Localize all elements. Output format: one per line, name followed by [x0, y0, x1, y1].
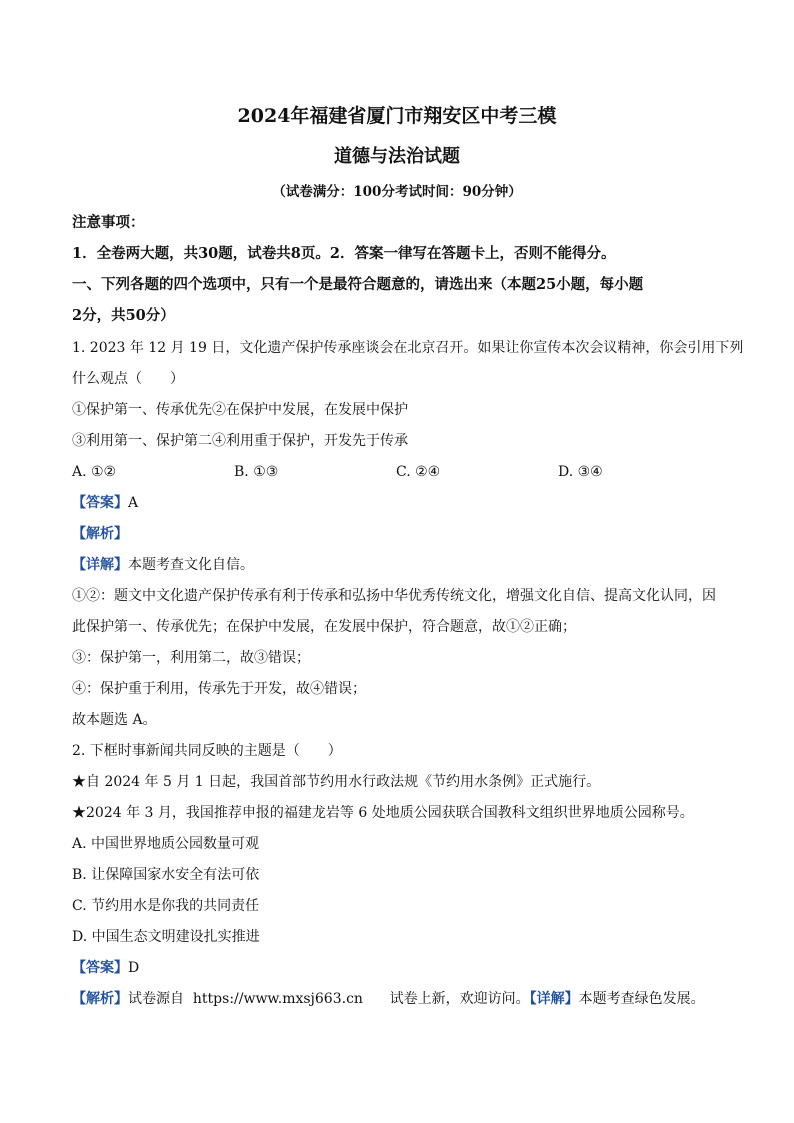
detail-text: 本题考查文化自信。: [128, 557, 254, 573]
detail-tag: 【详解】: [72, 557, 128, 573]
q1-explain-1-cont: 此保护第一、传承优先；在保护中发展，在发展中保护，符合题意，故①②正确；: [72, 619, 576, 635]
q1-analysis: [72, 524, 128, 544]
source-note: 试卷源自 https://www.mxsj663.cn 试卷上新，欢迎访问。: [128, 991, 530, 1007]
q2-analysis: [72, 989, 705, 1009]
q2-answer: [72, 958, 139, 978]
section-heading-cont: 2分，共50分）: [72, 307, 175, 324]
answer-value: D: [128, 960, 140, 976]
q1-explain-2: ③：保护第一，利用第二，故③错误；: [72, 650, 310, 666]
q1-option-c: C. ②④: [396, 464, 441, 480]
detail-text: 本题考查绿色发展。: [578, 991, 705, 1007]
analysis-tag: 【解析】: [72, 526, 128, 542]
q2-option-a: A. 中国世界地质公园数量可观: [72, 836, 260, 852]
section-heading: 一、下列各题的四个选项中，只有一个是最符合题意的，请选出来（本题25小题，每小题: [72, 276, 644, 293]
q2-news-1: ★自 2024 年 5 月 1 日起，我国首部节约用水行政法规《节约用水条例》正式施行。: [72, 774, 601, 790]
exam-title: 2024年福建省厦门市翔安区中考三模: [237, 105, 557, 127]
q1-answer: [72, 493, 138, 513]
q1-stem-cont: 什么观点（ ）: [72, 371, 184, 387]
q1-detail: [72, 555, 254, 575]
notice-line: 1．全卷两大题，共30题，试卷共8页。2．答案一律写在答题卡上，否则不能得分。: [72, 245, 616, 262]
answer-tag: 【答案】: [72, 495, 128, 511]
exam-subtitle: （试卷满分：100分考试时间：90分钟）: [272, 184, 522, 200]
q2-stem: 2. 下框时事新闻共同反映的主题是（ ）: [72, 743, 342, 759]
q2-option-b: B. 让保障国家水安全有法可依: [72, 867, 260, 883]
subject-title: 道德与法治试题: [334, 146, 460, 167]
q1-statement-1: ①保护第一、传承优先②在保护中发展，在发展中保护: [72, 402, 408, 418]
q1-statement-2: ③利用第一、保护第二④利用重于保护，开发先于传承: [72, 433, 408, 449]
notice-heading: 注意事项：: [72, 214, 145, 231]
q1-conclusion: 故本题选 A。: [72, 712, 157, 728]
analysis-tag: 【解析】: [72, 991, 128, 1007]
q1-stem: 1. 2023 年 12 月 19 日，文化遗产保护传承座谈会在北京召开。如果让你宣传本次会议精神，你会引用下列: [72, 340, 744, 356]
answer-tag: 【答案】: [72, 960, 128, 976]
q1-explain-1: ①②：题文中文化遗产保护传承有利于传承和弘扬中华优秀传统文化，增强文化自信、提高文化认同，因: [72, 588, 716, 604]
q2-option-d: D. 中国生态文明建设扎实推进: [72, 929, 260, 945]
detail-tag: 【详解】: [529, 991, 579, 1007]
q1-option-b: B. ①③: [234, 464, 279, 480]
q2-option-c: C. 节约用水是你我的共同责任: [72, 898, 260, 914]
answer-value: A: [128, 495, 139, 511]
q2-news-2: ★2024 年 3 月，我国推荐申报的福建龙岩等 6 处地质公园获联合国教科文组织世界地质公园称号。: [72, 805, 694, 821]
q1-option-a: A. ①②: [72, 464, 117, 480]
q1-explain-3: ④：保护重于利用，传承先于开发，故④错误；: [72, 681, 366, 697]
q1-option-d: D. ③④: [558, 464, 603, 480]
